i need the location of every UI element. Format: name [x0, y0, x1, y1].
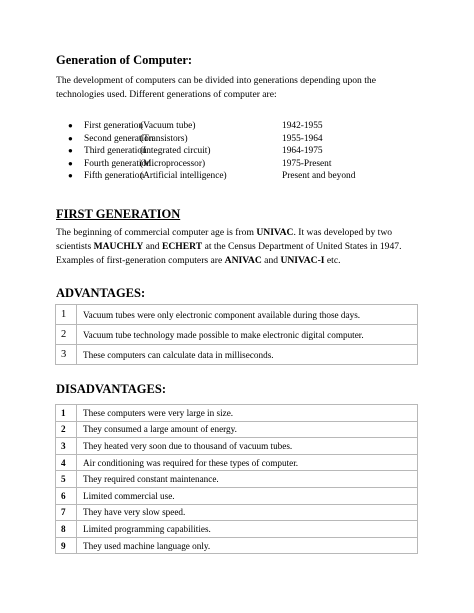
bullet-icon: ●: [68, 133, 73, 143]
table-row: [56, 537, 418, 554]
disadvantages-heading: DISADVANTAGES:: [56, 382, 166, 396]
generation-technology: (Transistors): [140, 133, 188, 144]
univac-i-term: UNIVAC-I: [280, 255, 325, 266]
generation-technology: (Integrated circuit): [140, 146, 211, 156]
row-number: 9: [56, 537, 77, 554]
table-row: [56, 504, 418, 521]
table-row: [56, 305, 418, 325]
page-title: Generation of Computer:: [56, 53, 193, 67]
row-number: 6: [56, 487, 77, 504]
table-row: [56, 487, 418, 504]
generation-name: Fourth generation: [84, 158, 151, 169]
row-text: They required constant maintenance.: [77, 471, 418, 488]
echert-term: ECHERT: [161, 241, 203, 252]
row-number: 1: [56, 305, 77, 325]
generation-technology: (Vacuum tube): [140, 121, 196, 131]
first-generation-heading: FIRST GENERATION: [56, 207, 181, 221]
table-row: [56, 405, 418, 422]
generation-name: Second generation: [84, 133, 154, 144]
row-number: 3: [56, 438, 77, 455]
generation-name: Fifth generation: [84, 171, 145, 181]
row-text: Limited commercial use.: [77, 487, 418, 504]
row-text: Air conditioning was required for these types of computer.: [77, 454, 418, 471]
generation-years: Present and beyond: [282, 171, 356, 181]
table-row: [56, 345, 418, 365]
list-item: [68, 170, 392, 183]
first-generation-paragraph: The beginning of commercial computer age is from UNIVAC. It was developed by two scientists MAUCHLY and ECHERT at the Census Department of United States in 1947. Examples of first-generation computers are ANIVAC and UNIVAC-I etc.: [56, 227, 402, 266]
univac-term: UNIVAC: [256, 227, 294, 238]
table-row: [56, 325, 418, 345]
row-number: 4: [56, 454, 77, 471]
advantages-table: [55, 304, 418, 365]
generation-years: 1975-Present: [282, 158, 332, 169]
row-number: 7: [56, 504, 77, 521]
intro-paragraph: The development of computers can be divided into generations depending upon the technologies used. Different generations of computer are:: [56, 75, 376, 100]
generation-technology: (Microprocessor): [140, 158, 206, 169]
row-text: These computers can calculate data in milliseconds.: [77, 345, 418, 365]
generation-years: 1964-1975: [282, 146, 323, 156]
table-row: [56, 454, 418, 471]
row-number: 2: [56, 421, 77, 438]
table-row: [56, 471, 418, 488]
generation-name: Third generation: [84, 146, 147, 156]
row-text: Limited programming capabilities.: [77, 521, 418, 538]
anivac-term: ANIVAC: [224, 255, 262, 266]
row-text: Vacuum tube technology made possible to make electronic digital computer.: [77, 325, 418, 345]
bullet-icon: ●: [68, 146, 73, 155]
row-text: They consumed a large amount of energy.: [77, 421, 418, 438]
row-text: They heated very soon due to thousand of vacuum tubes.: [77, 438, 418, 455]
table-row: [56, 421, 418, 438]
row-number: 3: [56, 345, 77, 365]
bullet-icon: ●: [68, 158, 73, 168]
bullet-icon: ●: [68, 171, 73, 180]
generation-list: [68, 120, 392, 183]
row-text: Vacuum tubes were only electronic component available during those days.: [77, 305, 418, 325]
row-number: 5: [56, 471, 77, 488]
row-text: They have very slow speed.: [77, 504, 418, 521]
row-number: 2: [56, 325, 77, 345]
disadvantages-table: [55, 404, 418, 554]
generation-years: 1955-1964: [282, 133, 323, 144]
table-row: [56, 438, 418, 455]
row-number: 8: [56, 521, 77, 538]
generation-technology: (Artificial intelligence): [140, 171, 227, 181]
table-row: [56, 521, 418, 538]
list-item: [68, 145, 392, 158]
mauchly-term: MAUCHLY: [93, 241, 144, 252]
generation-years: 1942-1955: [282, 121, 323, 131]
row-number: 1: [56, 405, 77, 422]
list-item: [68, 133, 392, 146]
row-text: These computers were very large in size.: [77, 405, 418, 422]
list-item: [68, 158, 392, 171]
row-text: They used machine language only.: [77, 537, 418, 554]
bullet-icon: ●: [68, 121, 73, 130]
list-item: [68, 120, 392, 133]
generation-name: First generation: [84, 121, 144, 131]
advantages-heading: ADVANTAGES:: [56, 286, 146, 300]
